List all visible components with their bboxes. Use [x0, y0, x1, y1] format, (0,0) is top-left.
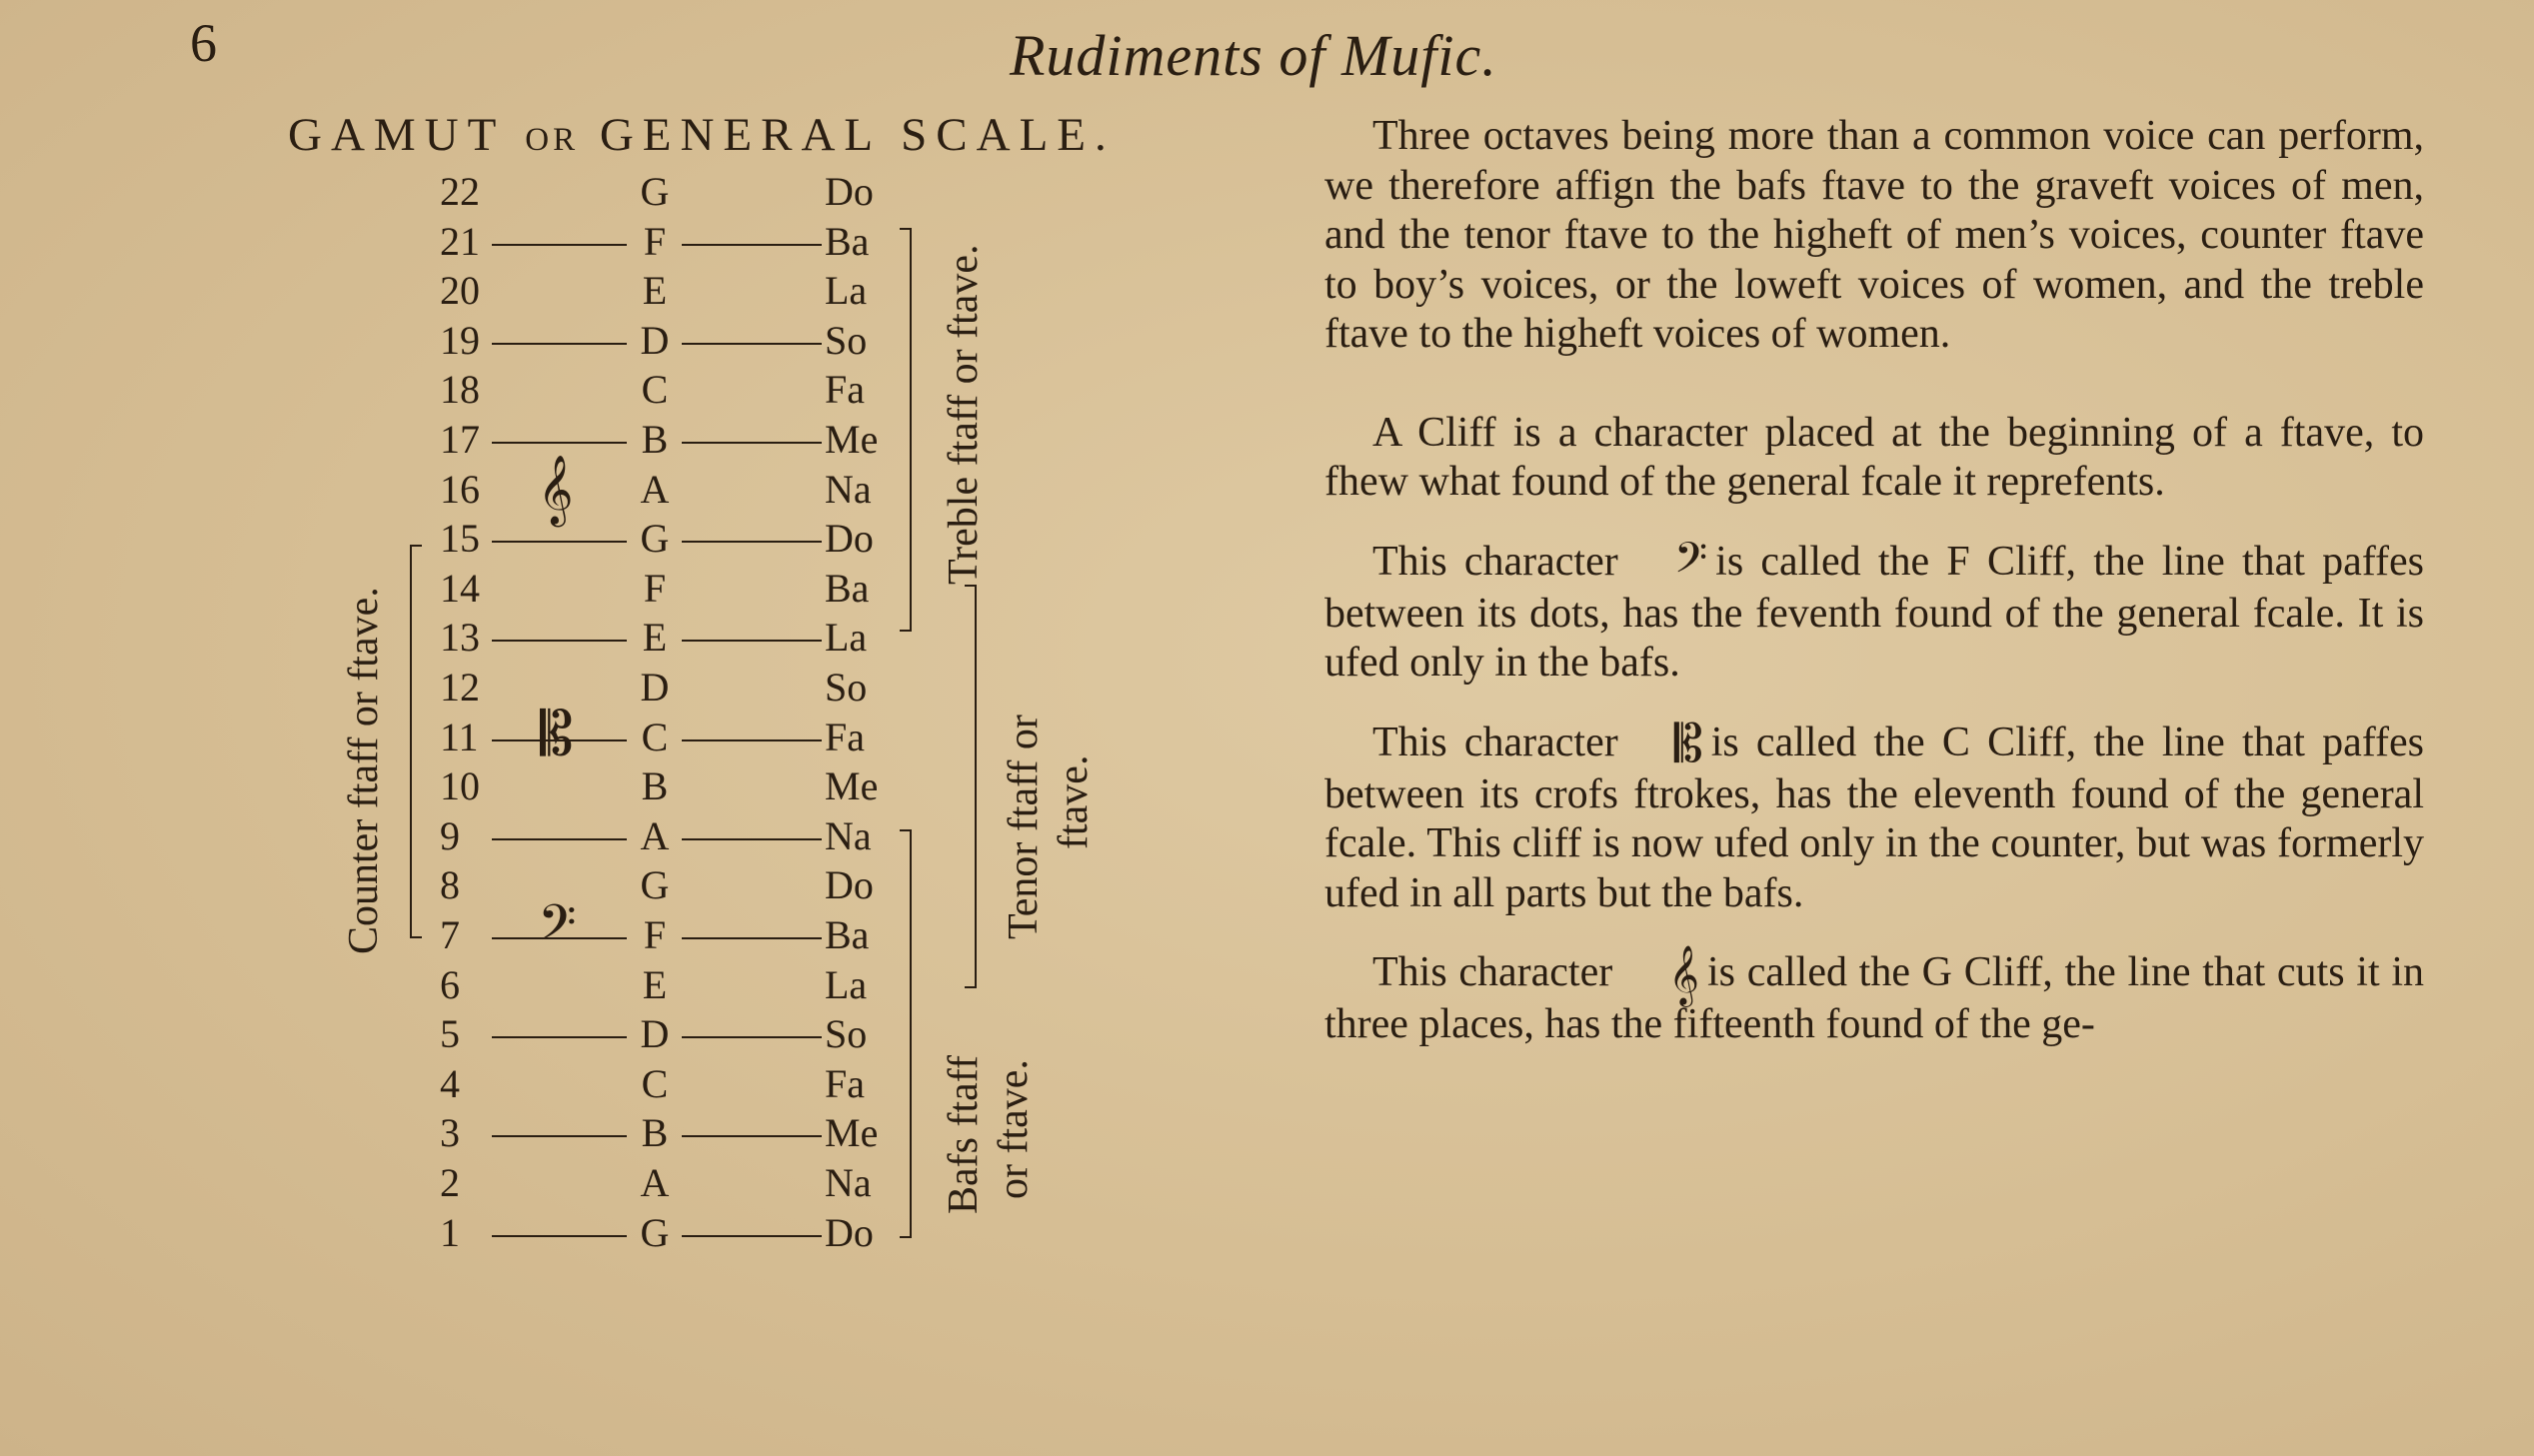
scale-title-or: OR — [525, 122, 580, 158]
scale-number: 4 — [440, 1060, 460, 1106]
staff-line-segment — [682, 541, 822, 543]
staff-line-segment — [492, 343, 627, 345]
paragraph-1: Three octaves being more than a common voice can perform, we therefore affign the bafs ftave to the graveft voices of men, and the tenor ftave to the higheft of men’s voices, counter ftave to boy’s voices, or the loweft voices of women, and the treble ftave to the higheft voices of women. — [1324, 113, 2424, 357]
scale-letter: B — [641, 763, 669, 809]
counter-bracket — [410, 545, 422, 938]
paragraph-3 — [1324, 538, 2424, 689]
tenor-label-2: ftave. — [1051, 754, 1097, 849]
scale-letter: B — [641, 1110, 669, 1156]
scale-letter: D — [640, 665, 670, 710]
scale-letter: A — [640, 1160, 670, 1205]
running-head: Rudiments of Mufic. — [1010, 23, 1497, 88]
staff-line-segment — [682, 1135, 822, 1137]
scale-number: 7 — [440, 912, 460, 957]
scale-number: 8 — [440, 862, 460, 908]
treble-label: Treble ftaff or ftave. — [941, 244, 987, 585]
p4-rest: is called the C Cliff, the line that paffes between its crofs ftrokes, has the eleventh found of the general fcale. This cliff is now ufed only in the counter, but was formerly ufed in all parts but the bafs. — [1324, 719, 2424, 916]
scale-number: 3 — [440, 1110, 460, 1156]
scale-letter: G — [640, 516, 670, 562]
staff-line-segment — [682, 343, 822, 345]
g-clef-icon: 𝄞 — [538, 457, 574, 523]
scale-letter: C — [641, 367, 669, 413]
staff-line-segment — [682, 838, 822, 840]
scale-number: 13 — [440, 615, 480, 661]
scale-number: 14 — [440, 565, 480, 611]
page-number: 6 — [190, 13, 217, 73]
staff-line-segment — [492, 640, 627, 642]
staff-line-segment — [492, 541, 627, 543]
staff-line-segment — [682, 640, 822, 642]
staff-line-segment — [682, 937, 822, 939]
scale-title-b: GENERAL SCALE. — [599, 109, 1116, 161]
scale-letter: C — [641, 1060, 669, 1106]
scale-letter: G — [640, 862, 670, 908]
scale-syllable: Na — [825, 466, 872, 512]
staff-line-segment — [492, 838, 627, 840]
scale-number: 16 — [440, 466, 480, 512]
scale-syllable: Fa — [825, 367, 865, 413]
f-clef-inline-icon: 𝄢 — [1673, 536, 1708, 594]
scale-syllable: Do — [825, 169, 874, 214]
p3-rest: is called the F Cliff, the line that paffes between its dots, has the feventh found of the general fcale. It is ufed only in the bafs. — [1324, 538, 2424, 687]
scale-syllable: So — [825, 1011, 868, 1057]
bass-label-2: or ftave. — [991, 1059, 1037, 1199]
scale-letter: D — [640, 1011, 670, 1057]
scale-syllable: Fa — [825, 1060, 865, 1106]
scale-letter: F — [643, 218, 667, 264]
scale-syllable: Ba — [825, 912, 870, 957]
scale-letter: E — [642, 615, 668, 661]
scale-letter: A — [640, 812, 670, 858]
staff-line-segment — [682, 1235, 822, 1237]
p3-lead: This character — [1372, 538, 1618, 585]
g-clef-inline-icon: 𝄞 — [1668, 946, 1699, 1004]
scale-syllable: Me — [825, 417, 879, 462]
staff-line-segment — [682, 739, 822, 741]
bass-label-1: Bafs ftaff — [941, 1055, 987, 1214]
treble-bracket — [900, 228, 912, 632]
scale-syllable: So — [825, 317, 868, 363]
scale-title — [288, 108, 1116, 162]
scale-letter: E — [642, 961, 668, 1007]
scale-number: 21 — [440, 218, 480, 264]
scale-letter: G — [640, 169, 670, 214]
scale-number: 9 — [440, 812, 460, 858]
f-clef-icon: 𝄢 — [538, 896, 577, 962]
scale-letter: F — [643, 912, 667, 957]
gamut-table — [341, 160, 1120, 1274]
scale-letter: D — [640, 317, 670, 363]
staff-line-segment — [492, 1235, 627, 1237]
scale-number: 15 — [440, 516, 480, 562]
scale-number: 18 — [440, 367, 480, 413]
paragraph-4 — [1324, 719, 2424, 919]
counter-label: Counter ftaff or ftave. — [341, 587, 387, 954]
p5-rest: is called the G Cliff, the line that cuts it in three places, has the fifteenth found of the ge- — [1324, 949, 2424, 1048]
p4-lead: This character — [1372, 719, 1618, 765]
scale-syllable: So — [825, 665, 868, 710]
scale-number: 22 — [440, 169, 480, 214]
scale-syllable: Me — [825, 1110, 879, 1156]
tenor-bracket — [965, 585, 977, 988]
paragraph-5 — [1324, 948, 2424, 1050]
scale-number: 11 — [440, 714, 479, 759]
scale-letter: E — [642, 268, 668, 314]
scale-syllable: La — [825, 615, 868, 661]
scale-syllable: Na — [825, 812, 872, 858]
staff-line-segment — [492, 442, 627, 444]
staff-line-segment — [682, 1036, 822, 1038]
scale-syllable: Ba — [825, 218, 870, 264]
scale-number: 17 — [440, 417, 480, 462]
staff-line-segment — [492, 1036, 627, 1038]
scale-syllable: Do — [825, 862, 874, 908]
scale-syllable: Do — [825, 1209, 874, 1255]
scale-number: 19 — [440, 317, 480, 363]
scale-number: 6 — [440, 961, 460, 1007]
staff-line-segment — [682, 442, 822, 444]
c-clef-inline-icon: 𝄡 — [1673, 717, 1703, 774]
scale-syllable: Me — [825, 763, 879, 809]
staff-line-segment — [682, 244, 822, 246]
scale-syllable: La — [825, 961, 868, 1007]
staff-line-segment — [492, 244, 627, 246]
scale-letter: F — [643, 565, 667, 611]
scale-number: 5 — [440, 1011, 460, 1057]
scale-syllable: Do — [825, 516, 874, 562]
scale-letter: G — [640, 1209, 670, 1255]
p5-lead: This character — [1372, 949, 1613, 996]
staff-line-segment — [492, 1135, 627, 1137]
scale-syllable: La — [825, 268, 868, 314]
c-clef-icon: 𝄡 — [540, 702, 574, 767]
scale-letter: A — [640, 466, 670, 512]
scale-number: 10 — [440, 763, 480, 809]
scale-number: 20 — [440, 268, 480, 314]
scale-syllable: Ba — [825, 565, 870, 611]
tenor-label-1: Tenor ftaff or — [1001, 715, 1047, 939]
scale-number: 12 — [440, 665, 480, 710]
bass-bracket — [900, 829, 912, 1238]
scale-letter: B — [641, 417, 669, 462]
scale-syllable: Fa — [825, 714, 865, 759]
body-text — [1324, 112, 2424, 1080]
scale-letter: C — [641, 714, 669, 759]
scale-title-a: GAMUT — [288, 109, 505, 161]
scale-number: 2 — [440, 1160, 460, 1205]
scale-syllable: Na — [825, 1160, 872, 1205]
paragraph-2: A Cliff is a character placed at the beginning of a ftave, to fhew what found of the general fcale it reprefents. — [1324, 409, 2424, 505]
scale-number: 1 — [440, 1209, 460, 1255]
